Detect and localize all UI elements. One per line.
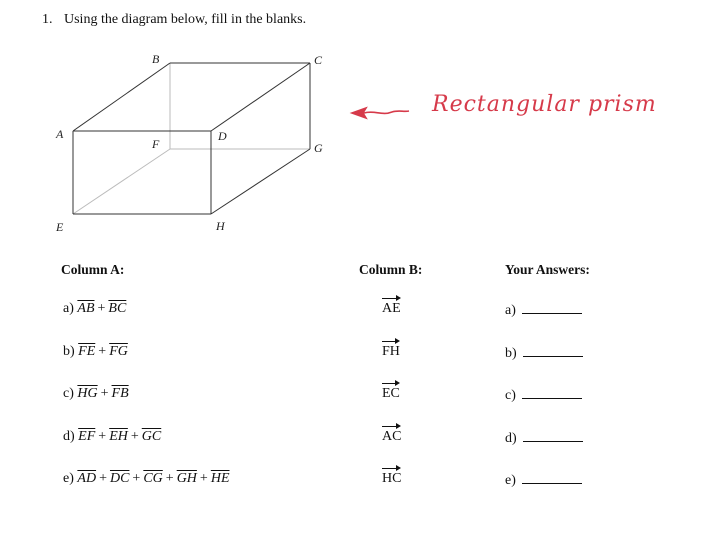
edge-GH bbox=[211, 149, 310, 214]
vector-option: FH bbox=[382, 339, 400, 360]
column-a-expression bbox=[63, 386, 129, 402]
vertex-label-E: E bbox=[56, 220, 64, 234]
column-b-vector bbox=[382, 296, 401, 317]
vector-term: $\overline{BC}$ bbox=[108, 301, 127, 316]
plus-sign: + bbox=[199, 471, 208, 486]
column-a-header: Column A: bbox=[61, 262, 125, 277]
answer-blank[interactable] bbox=[523, 344, 583, 357]
answer-blank[interactable] bbox=[522, 301, 582, 314]
vertex-label-F: F bbox=[152, 137, 160, 151]
vector-term: $\overline{GC}$ bbox=[141, 429, 162, 444]
row-label: c) bbox=[63, 386, 78, 401]
plus-sign: + bbox=[98, 429, 107, 444]
row-label: e) bbox=[63, 471, 78, 486]
vector-option: AC bbox=[382, 424, 401, 445]
answer-field[interactable] bbox=[505, 301, 582, 319]
vector-term: $\overline{EF}$ bbox=[78, 429, 96, 444]
column-a-expression bbox=[63, 429, 161, 445]
answer-label: c) bbox=[505, 388, 516, 403]
vector-term: $\overline{FB}$ bbox=[111, 386, 129, 401]
vector-term: $\overline{DC}$ bbox=[109, 471, 130, 486]
plus-sign: + bbox=[130, 429, 139, 444]
question-number: 1. bbox=[42, 12, 53, 27]
vertex-label-H: H bbox=[216, 219, 225, 233]
row-label: a) bbox=[63, 301, 78, 316]
edge-CD bbox=[211, 63, 310, 131]
row-label: d) bbox=[63, 429, 79, 444]
plus-sign: + bbox=[98, 344, 107, 359]
vector-term: $\overline{GH}$ bbox=[176, 471, 197, 486]
column-b-vector bbox=[382, 339, 400, 360]
vertex-label-G: G bbox=[314, 141, 323, 155]
column-b-header: Column B: bbox=[359, 262, 423, 277]
vector-term: $\overline{AB}$ bbox=[77, 301, 95, 316]
vertex-label-C: C bbox=[314, 53, 323, 67]
row-label: b) bbox=[63, 344, 79, 359]
answer-blank[interactable] bbox=[523, 429, 583, 442]
plus-sign: + bbox=[132, 471, 141, 486]
answer-field[interactable] bbox=[505, 344, 583, 362]
column-a-expression bbox=[63, 344, 128, 360]
edge-AB bbox=[73, 63, 170, 131]
column-b-vector bbox=[382, 466, 401, 487]
rectangular-prism-diagram bbox=[0, 0, 717, 260]
vector-term: $\overline{FG}$ bbox=[109, 344, 128, 359]
column-b-vector bbox=[382, 424, 401, 445]
answers-header: Your Answers: bbox=[505, 262, 590, 277]
answer-field[interactable] bbox=[505, 471, 582, 489]
plus-sign: + bbox=[165, 471, 174, 486]
plus-sign: + bbox=[97, 301, 106, 316]
vertex-label-A: A bbox=[56, 127, 64, 141]
vector-option: AE bbox=[382, 296, 401, 317]
column-b-vector bbox=[382, 381, 400, 402]
column-a-expression bbox=[63, 301, 126, 317]
plus-sign: + bbox=[99, 471, 107, 486]
answer-label: b) bbox=[505, 346, 517, 361]
vector-term: $\overline{AD}$ bbox=[77, 471, 97, 486]
vector-option: EC bbox=[382, 381, 400, 402]
answer-field[interactable] bbox=[505, 429, 583, 447]
handwritten-annotation: Rectangular prism bbox=[432, 92, 657, 117]
vector-term: $\overline{HG}$ bbox=[77, 386, 98, 401]
vertex-label-D: D bbox=[218, 129, 227, 143]
answer-label: d) bbox=[505, 431, 517, 446]
vector-term: $\overline{CG}$ bbox=[143, 471, 163, 486]
vertex-label-B: B bbox=[152, 52, 160, 66]
answer-label: a) bbox=[505, 303, 516, 318]
question-text: Using the diagram below, fill in the blanks. bbox=[64, 12, 307, 27]
vector-term: $\overline{FE}$ bbox=[78, 344, 96, 359]
annotation-arrow-icon bbox=[352, 108, 409, 118]
answer-label: e) bbox=[505, 473, 516, 488]
plus-sign: + bbox=[100, 386, 109, 401]
answer-blank[interactable] bbox=[522, 386, 582, 399]
edge-FE bbox=[73, 149, 170, 214]
vector-option: HC bbox=[382, 466, 401, 487]
answer-blank[interactable] bbox=[522, 471, 582, 484]
answer-field[interactable] bbox=[505, 386, 582, 404]
vector-term: $\overline{HE}$ bbox=[210, 471, 230, 486]
vector-term: $\overline{EH}$ bbox=[109, 429, 128, 444]
column-a-expression bbox=[63, 471, 230, 487]
